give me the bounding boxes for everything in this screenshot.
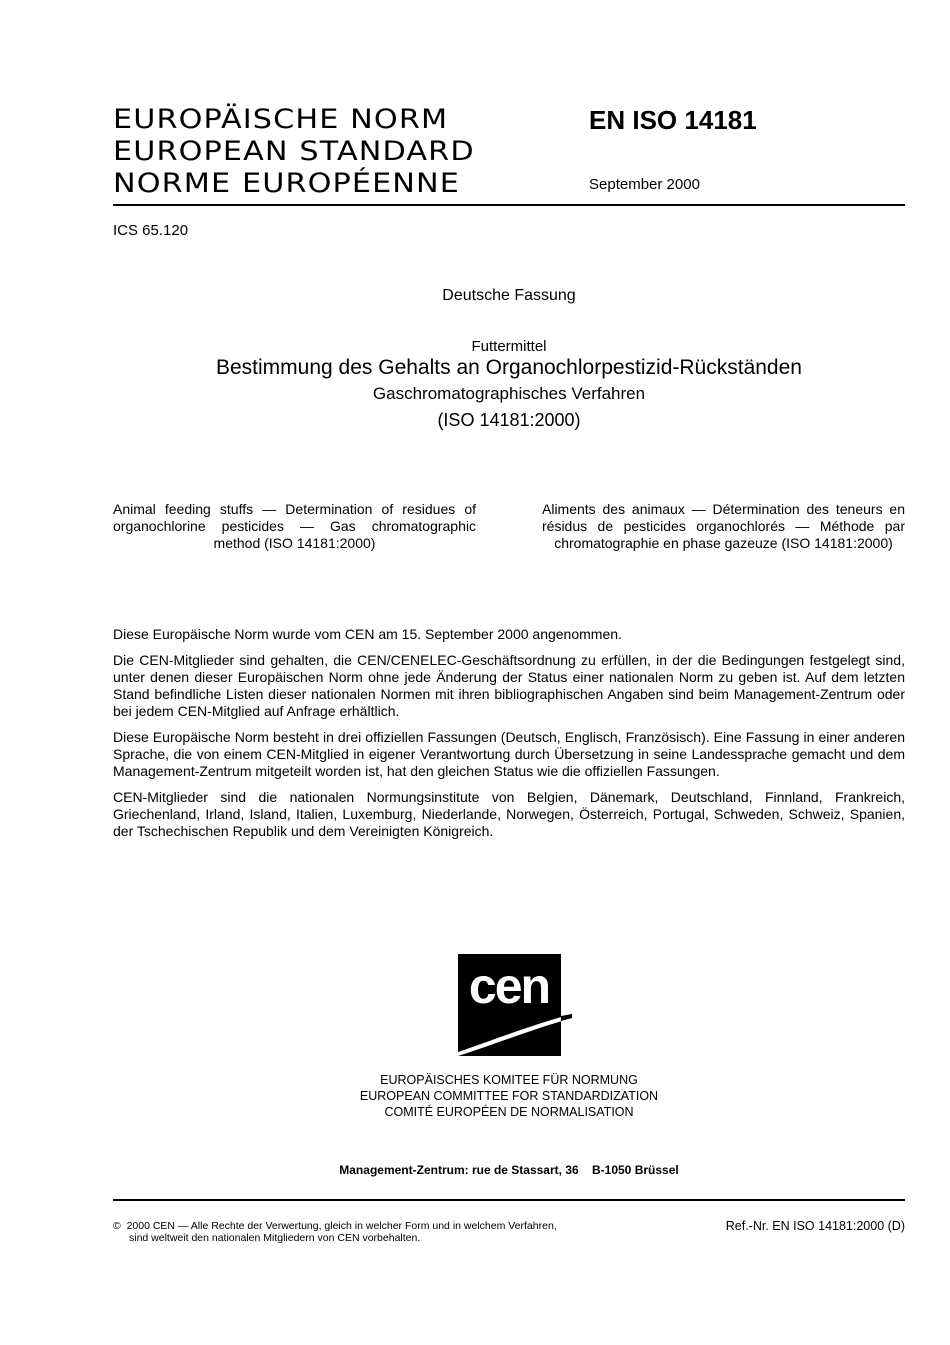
committee-name-en: EUROPEAN COMMITTEE FOR STANDARDIZATION	[359, 1089, 659, 1103]
committee-name-fr: COMITÉ EUROPÉEN DE NORMALISATION	[384, 1105, 634, 1119]
iso-reference: (ISO 14181:2000)	[437, 410, 581, 430]
english-title-translation: Animal feeding stuffs — Determination of residues of organochlorine pesticides — Gas chromatographic method (ISO 14181:2000)	[113, 501, 476, 551]
cen-logo-graphic	[458, 954, 578, 1056]
copyright-line-2: sind weltweit den nationalen Mitgliedern von CEN vorbehalten.	[129, 1232, 421, 1244]
body-text	[113, 626, 905, 849]
members-obligation-paragraph: Die CEN-Mitglieder sind gehalten, die CEN/CENELEC-Geschäftsordnung zu erfüllen, in der die Bedingungen festgelegt sind, unter denen dieser Europäischen Norm ohne jede Änderung der Status einer nationalen Norm zu geben ist. Auf dem letzten Stand befindliche Listen dieser nationalen Normen mit ihren bibliographischen Angaben sind beim Management-Zentrum oder bei jedem CEN-Mitglied auf Anfrage erhältlich.	[113, 652, 905, 719]
acceptance-paragraph: Diese Europäische Norm wurde vom CEN am 15. September 2000 angenommen.	[113, 626, 622, 642]
standard-number: EN ISO 14181	[589, 105, 757, 135]
version-label: Deutsche Fassung	[442, 287, 576, 304]
committee-names	[113, 1072, 905, 1120]
copyright-line-1: © 2000 CEN — Alle Rechte der Verwertung, gleich in welcher Form und in welchem Verfahren,	[113, 1220, 557, 1232]
official-versions-paragraph: Diese Europäische Norm besteht in drei offiziellen Fassungen (Deutsch, Englisch, Französisch). Eine Fassung in einer anderen Sprache, die von einem CEN-Mitglied in eigener Verantwortung durch Übersetzung in seine Landessprache gemacht und dem Management-Zentrum mitgeteilt worden ist, hat den gleichen Status wie die offiziellen Fassungen.	[113, 729, 905, 779]
reference-number: Ref.-Nr. EN ISO 14181:2000 (D)	[725, 1219, 905, 1233]
management-center-address: Management-Zentrum: rue de Stassart, 36 B-1050 Brüssel	[339, 1163, 679, 1177]
header-divider	[113, 204, 905, 206]
norm-title-block	[113, 104, 628, 200]
publication-date: September 2000	[589, 176, 700, 193]
method-subtitle: Gaschromatographisches Verfahren	[372, 384, 646, 403]
document-title: Bestimmung des Gehalts an Organochlorpestizid-Rückständen	[216, 356, 802, 379]
footer-divider	[113, 1199, 905, 1201]
ics-code: ICS 65.120	[113, 222, 189, 239]
french-title-translation: Aliments des animaux — Détermination des teneurs en résidus de pesticides organochlorés — Méthode par chromatographie en phase gazeuze (ISO 14181:2000)	[542, 501, 905, 551]
cen-logo	[458, 954, 578, 1061]
subject-label: Futtermittel	[471, 338, 547, 355]
cen-logo-text: cen	[468, 958, 550, 1014]
norm-title-de: EUROPÄISCHE NORM	[113, 104, 449, 135]
member-countries-paragraph: CEN-Mitglieder sind die nationalen Normungsinstitute von Belgien, Dänemark, Deutschland, Finnland, Frankreich, Griechenland, Irland, Island, Italien, Luxemburg, Niederlande, Norwegen, Österreich, Portugal, Schweden, Schweiz, Spanien, der Tschechischen Republik und dem Vereinigten Königreich.	[113, 789, 905, 839]
norm-title-en: EUROPEAN STANDARD	[113, 136, 475, 167]
norm-title-fr: NORME EUROPÉENNE	[113, 168, 461, 199]
copyright-notice	[113, 1220, 633, 1244]
committee-name-de: EUROPÄISCHES KOMITEE FÜR NORMUNG	[380, 1073, 638, 1087]
